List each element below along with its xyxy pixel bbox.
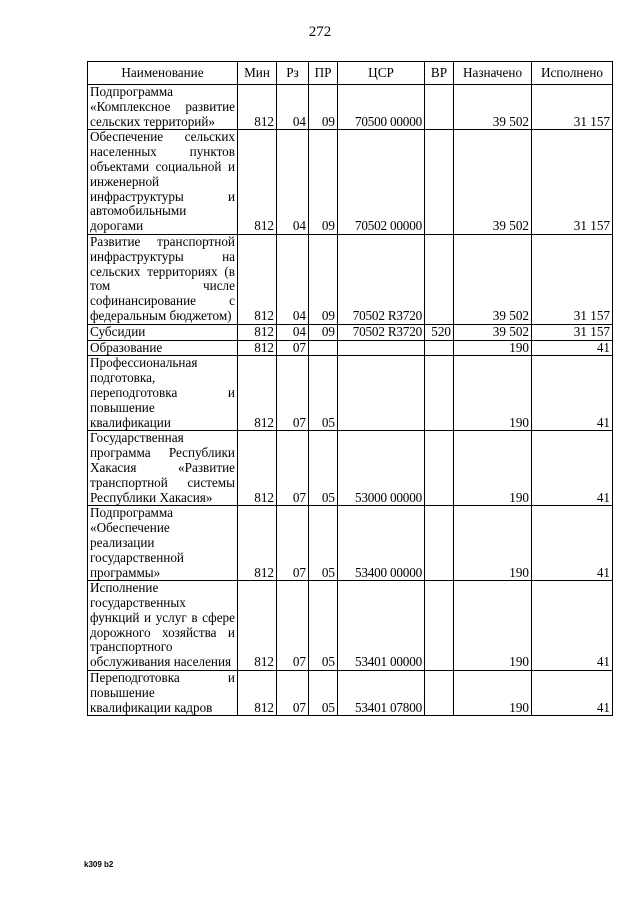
cell-rz-text: 04 (292, 218, 306, 234)
header-min: Мин (238, 62, 277, 85)
cell-name (88, 324, 238, 340)
cell-pr (309, 324, 338, 340)
cell-min-text: 812 (254, 654, 274, 670)
cell-pr (309, 85, 338, 130)
cell-assigned-text: 190 (509, 489, 529, 505)
header-csr: ЦСР (338, 62, 425, 85)
cell-csr-text: 53401 07800 (354, 699, 422, 715)
cell-csr (338, 130, 425, 235)
cell-rz-text: 07 (292, 489, 306, 505)
cell-executed (532, 431, 613, 506)
cell-min (238, 356, 277, 431)
cell-vr (425, 130, 454, 235)
cell-pr-text: 05 (321, 564, 335, 580)
cell-name (88, 130, 238, 235)
header-assigned: Назначено (454, 62, 532, 85)
page-number: 272 (308, 24, 332, 40)
cell-min (238, 431, 277, 506)
cell-min (238, 340, 277, 356)
cell-min (238, 85, 277, 130)
cell-executed (532, 356, 613, 431)
header-vr: ВР (425, 62, 454, 85)
cell-assigned (454, 130, 532, 235)
cell-vr (425, 85, 454, 130)
table-row (88, 581, 613, 671)
cell-min (238, 234, 277, 324)
cell-csr-text: 70502 R3720 (352, 307, 422, 323)
cell-pr-text: 05 (321, 489, 335, 505)
cell-csr (338, 506, 425, 581)
cell-vr (425, 581, 454, 671)
footer-code: k309 b2 (84, 860, 114, 869)
table-header-row (88, 62, 613, 85)
table-row (88, 324, 613, 340)
cell-pr (309, 506, 338, 581)
cell-assigned (454, 234, 532, 324)
cell-pr (309, 581, 338, 671)
cell-pr (309, 234, 338, 324)
cell-name-text: Профессиональная подготовка, переподготовка и повышение квалификации (90, 355, 235, 430)
cell-rz (277, 130, 309, 235)
cell-assigned (454, 671, 532, 716)
cell-assigned (454, 356, 532, 431)
cell-vr (425, 324, 454, 340)
cell-rz-text: 04 (292, 307, 306, 323)
cell-name (88, 671, 238, 716)
header-name: Наименование (88, 62, 238, 85)
cell-name (88, 356, 238, 431)
cell-rz (277, 234, 309, 324)
cell-assigned-text: 190 (509, 564, 529, 580)
cell-name-text: Подпрограмма «Обеспечение реализации государственной программы» (90, 505, 184, 580)
cell-min (238, 581, 277, 671)
cell-executed (532, 234, 613, 324)
cell-name-text: Подпрограмма «Комплексное развитие сельских территорий» (90, 84, 235, 129)
cell-name (88, 581, 238, 671)
cell-pr (309, 340, 338, 356)
table-row (88, 431, 613, 506)
cell-name-text: Обеспечение сельских населенных пунктов объектами социальной и инженерной инфраструктуры и автомобильными дорогами (90, 129, 235, 234)
cell-csr (338, 356, 425, 431)
cell-rz-text: 04 (292, 324, 306, 339)
cell-executed (532, 130, 613, 235)
cell-pr-text: 05 (321, 654, 335, 670)
cell-executed-text: 41 (596, 414, 610, 430)
table-row (88, 356, 613, 431)
cell-assigned-text: 190 (509, 699, 529, 715)
cell-csr-text: 70500 00000 (354, 113, 422, 129)
cell-vr (425, 431, 454, 506)
cell-csr (338, 581, 425, 671)
cell-min-text: 812 (254, 564, 274, 580)
cell-name-text: Субсидии (90, 324, 146, 339)
table-row (88, 340, 613, 356)
cell-csr-text: 70502 R3720 (352, 324, 422, 339)
cell-vr (425, 671, 454, 716)
cell-csr (338, 340, 425, 356)
cell-csr-text: 53401 00000 (354, 654, 422, 670)
cell-min (238, 506, 277, 581)
cell-pr-text: 09 (321, 324, 335, 339)
cell-rz (277, 340, 309, 356)
cell-name (88, 431, 238, 506)
cell-pr-text: 09 (321, 113, 335, 129)
cell-min-text: 812 (254, 699, 274, 715)
cell-rz (277, 671, 309, 716)
cell-min-text: 812 (254, 324, 274, 339)
cell-executed (532, 506, 613, 581)
cell-name-text: Переподготовка и повышение квалификации кадров (90, 670, 235, 715)
cell-assigned-text: 39 502 (492, 307, 529, 323)
cell-rz (277, 581, 309, 671)
cell-assigned (454, 324, 532, 340)
cell-min-text: 812 (254, 218, 274, 234)
cell-min-text: 812 (254, 489, 274, 505)
cell-csr-text: 53400 00000 (354, 564, 422, 580)
cell-executed-text: 31 157 (573, 307, 610, 323)
cell-name (88, 85, 238, 130)
cell-rz (277, 85, 309, 130)
cell-rz (277, 431, 309, 506)
cell-name-text: Развитие транспортной инфраструктуры на сельских территориях (в том числе софинансирование с федеральным бюджетом) (90, 234, 235, 323)
cell-rz (277, 324, 309, 340)
cell-vr-text: 520 (431, 324, 451, 339)
cell-name-text: Образование (90, 340, 163, 355)
budget-table (87, 61, 613, 716)
cell-assigned (454, 581, 532, 671)
cell-assigned-text: 190 (509, 414, 529, 430)
cell-executed (532, 85, 613, 130)
cell-csr (338, 431, 425, 506)
cell-rz-text: 04 (292, 113, 306, 129)
cell-name (88, 340, 238, 356)
cell-executed-text: 31 157 (573, 113, 610, 129)
cell-name-text: Исполнение государственных функций и услуг в сфере дорожного хозяйства и транспортного обслуживания населения (90, 580, 235, 670)
cell-assigned (454, 85, 532, 130)
cell-assigned (454, 506, 532, 581)
cell-rz-text: 07 (292, 414, 306, 430)
header-rz: Рз (277, 62, 309, 85)
header-pr: ПР (309, 62, 338, 85)
cell-pr-text: 09 (321, 307, 335, 323)
cell-assigned-text: 190 (509, 340, 529, 355)
cell-rz-text: 07 (292, 340, 306, 355)
cell-pr (309, 130, 338, 235)
cell-csr-text: 70502 00000 (354, 218, 422, 234)
cell-name (88, 234, 238, 324)
cell-csr-text: 53000 00000 (354, 489, 422, 505)
cell-rz (277, 356, 309, 431)
cell-vr (425, 506, 454, 581)
cell-assigned-text: 190 (509, 654, 529, 670)
cell-pr (309, 431, 338, 506)
cell-min (238, 324, 277, 340)
cell-rz-text: 07 (292, 654, 306, 670)
cell-executed (532, 324, 613, 340)
cell-vr (425, 340, 454, 356)
cell-pr (309, 356, 338, 431)
cell-min-text: 812 (254, 340, 274, 355)
cell-executed-text: 41 (596, 699, 610, 715)
cell-executed-text: 31 157 (573, 324, 610, 339)
cell-assigned (454, 431, 532, 506)
cell-pr-text: 05 (321, 699, 335, 715)
cell-pr-text: 09 (321, 218, 335, 234)
cell-rz-text: 07 (292, 699, 306, 715)
cell-rz-text: 07 (292, 564, 306, 580)
cell-executed (532, 340, 613, 356)
cell-min-text: 812 (254, 113, 274, 129)
cell-csr (338, 85, 425, 130)
cell-pr (309, 671, 338, 716)
cell-assigned-text: 39 502 (492, 113, 529, 129)
cell-pr-text: 05 (321, 414, 335, 430)
cell-executed-text: 41 (596, 489, 610, 505)
table-row (88, 130, 613, 235)
cell-executed-text: 41 (596, 654, 610, 670)
cell-csr (338, 234, 425, 324)
cell-executed-text: 31 157 (573, 218, 610, 234)
cell-assigned-text: 39 502 (492, 218, 529, 234)
cell-executed-text: 41 (596, 564, 610, 580)
cell-vr (425, 234, 454, 324)
cell-min-text: 812 (254, 307, 274, 323)
cell-min (238, 130, 277, 235)
cell-executed (532, 581, 613, 671)
table-row (88, 671, 613, 716)
cell-name (88, 506, 238, 581)
cell-csr (338, 671, 425, 716)
cell-assigned-text: 39 502 (492, 324, 529, 339)
cell-assigned (454, 340, 532, 356)
cell-csr (338, 324, 425, 340)
cell-rz (277, 506, 309, 581)
cell-vr (425, 356, 454, 431)
cell-min-text: 812 (254, 414, 274, 430)
table-row (88, 234, 613, 324)
table-body (88, 85, 613, 716)
table-row (88, 506, 613, 581)
header-executed: Исполнено (532, 62, 613, 85)
cell-min (238, 671, 277, 716)
cell-executed (532, 671, 613, 716)
cell-executed-text: 41 (596, 340, 610, 355)
cell-name-text: Государственная программа Республики Хакасия «Развитие транспортной системы Республики Хакасия» (90, 430, 235, 505)
table-row (88, 85, 613, 130)
